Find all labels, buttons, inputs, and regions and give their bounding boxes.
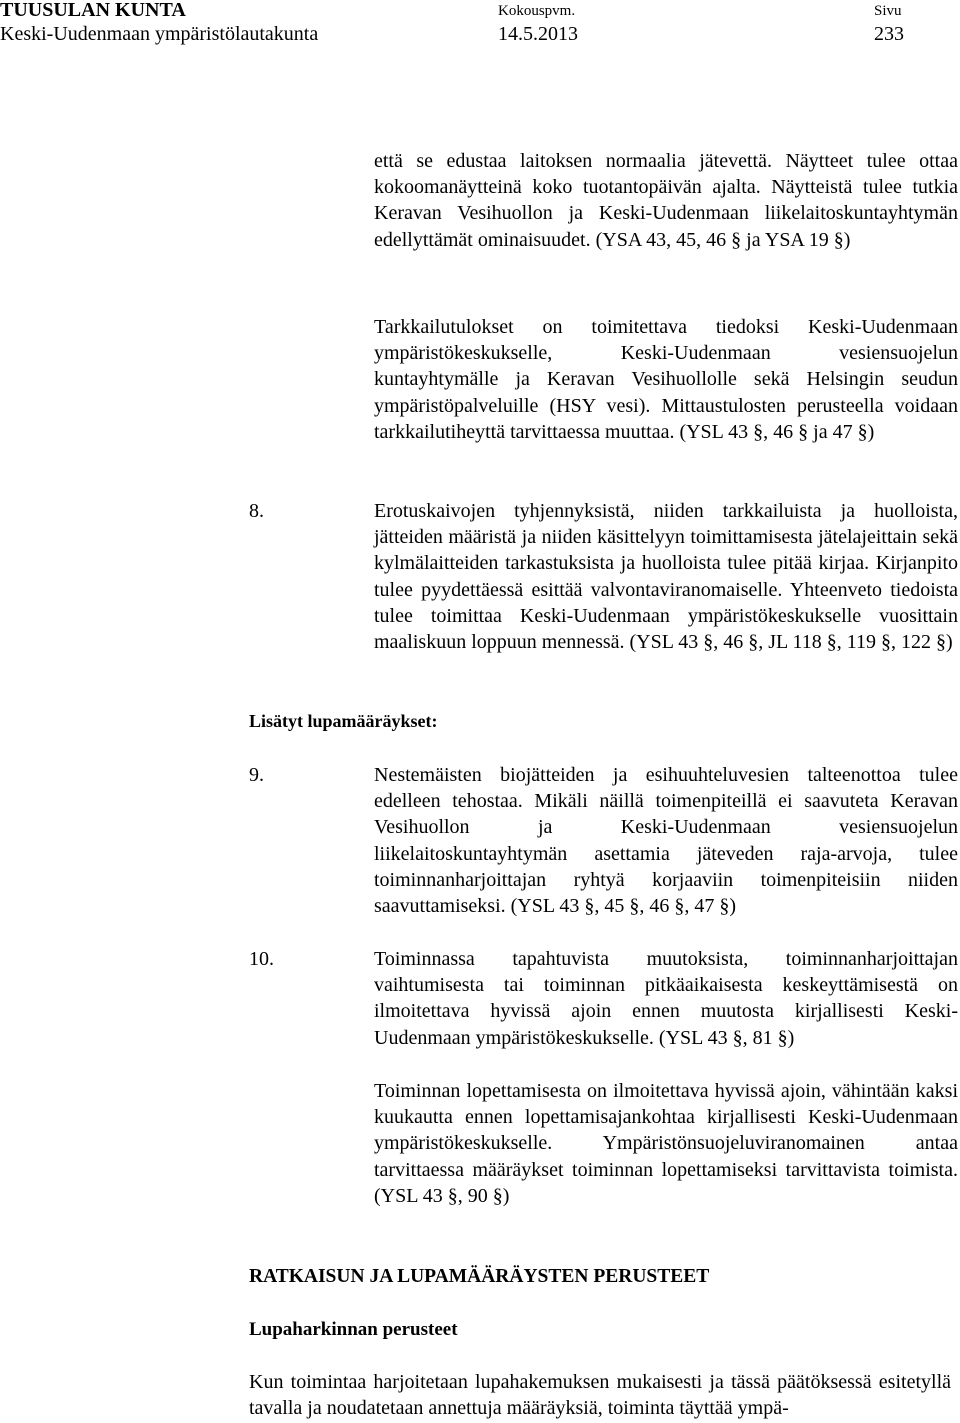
board-name: Keski-Uudenmaan ympäristölautakunta — [0, 23, 319, 45]
side-heading-added-conditions: Lisätyt lupamääräykset: — [249, 711, 438, 731]
paragraph-reporting: Tarkkailutulokset on toimitettava tiedoksi Keski-Uudenmaan ympäristökeskukselle, Keski-Uudenmaan vesiensuojelun kuntayhtymälle ja Keravan Vesihuollolle sekä Helsingin seudun ympäristöpalveluille (HSY vesi). Mittaustulosten perusteella voidaan tarkkailutiheyttä tarvittaessa muuttaa. (YSL 43 §, 46 § ja 47 §) — [374, 316, 958, 443]
item-number-9: 9. — [249, 764, 264, 786]
meeting-date: 14.5.2013 — [498, 23, 578, 45]
paragraph-final: Kun toimintaa harjoitetaan lupahakemuksen mukaisesti ja tässä päätöksessä esitetyllä tavalla ja noudatetaan annettuja määräyksiä, toiminta täyttää ympä- — [249, 1371, 951, 1420]
page-number: 233 — [874, 23, 904, 45]
subsection-heading: Lupaharkinnan perusteet — [249, 1319, 458, 1340]
item-number-10: 10. — [249, 948, 274, 970]
item-8-text: Erotuskaivojen tyhjennyksistä, niiden tarkkailuista ja huolloista, jätteiden määristä ja niiden käsittelyyn toimittamisesta jätelajeittain sekä kylmälaitteiden tarkastuksista ja huolloista tulee pitää kirjaa. Kirjanpito tulee pyydettäessä esittää valvontaviranomaiselle. Yhteenveto tiedoista tulee toimittaa Keski-Uudenmaan ympäristökeskukselle vuosittain maaliskuun loppuun mennessä. (YSL 43 §, 46 §, JL 118 §, 119 §, 122 §) — [374, 500, 958, 654]
item-9-text: Nestemäisten biojätteiden ja esihuuhteluvesien talteenottoa tulee edelleen tehostaa. Mikäli näillä toimenpiteillä ei saavuteta Keravan Vesihuollon ja Keski-Uudenmaan vesiensuojelun liikelaitoskuntayhtymän asettamia jäteveden raja-arvoja, tulee toiminnanharjoittajan ryhtyä korjaaviin toimenpiteisiin niiden saavuttamiseksi. (YSL 43 §, 45 §, 46 §, 47 §) — [374, 764, 958, 918]
paragraph-sampling: että se edustaa laitoksen normaalia jätevettä. Näytteet tulee ottaa kokoomanäytteinä koko tuotantopäivän ajalta. Näytteistä tulee tutkia Keravan Vesihuollon ja Keski-Uudenmaan liikelaitoskuntayhtymän edellyttämät ominaisuudet. (YSA 43, 45, 46 § ja YSA 19 §) — [374, 150, 958, 251]
item-number-8: 8. — [249, 500, 264, 522]
page-label: Sivu — [874, 3, 902, 19]
section-heading: RATKAISUN JA LUPAMÄÄRÄYSTEN PERUSTEET — [249, 1266, 710, 1287]
meeting-date-label: Kokouspvm. — [498, 3, 576, 19]
item-10-text-continued: Toiminnan lopettamisesta on ilmoitettava hyvissä ajoin, vähintään kaksi kuukautta ennen lopettamisajankohtaa kirjallisesti Keski-Uudenmaan ympäristökeskukselle. Ympäristönsuojeluviranomainen antaa tarvittaessa määräykset toiminnan lopettamiseksi tarvittavista toimista. (YSL 43 §, 90 §) — [374, 1080, 958, 1207]
item-10-text: Toiminnassa tapahtuvista muutoksista, toiminnanharjoittajan vaihtumisesta tai toiminnan pitkäaikaisesta keskeyttämisestä on ilmoitettava hyvissä ajoin ennen muutosta kirjallisesti Keski-Uudenmaan ympäristökeskukselle. (YSL 43 §, 81 §) — [374, 948, 958, 1049]
organization-name: TUUSULAN KUNTA — [0, 0, 186, 21]
